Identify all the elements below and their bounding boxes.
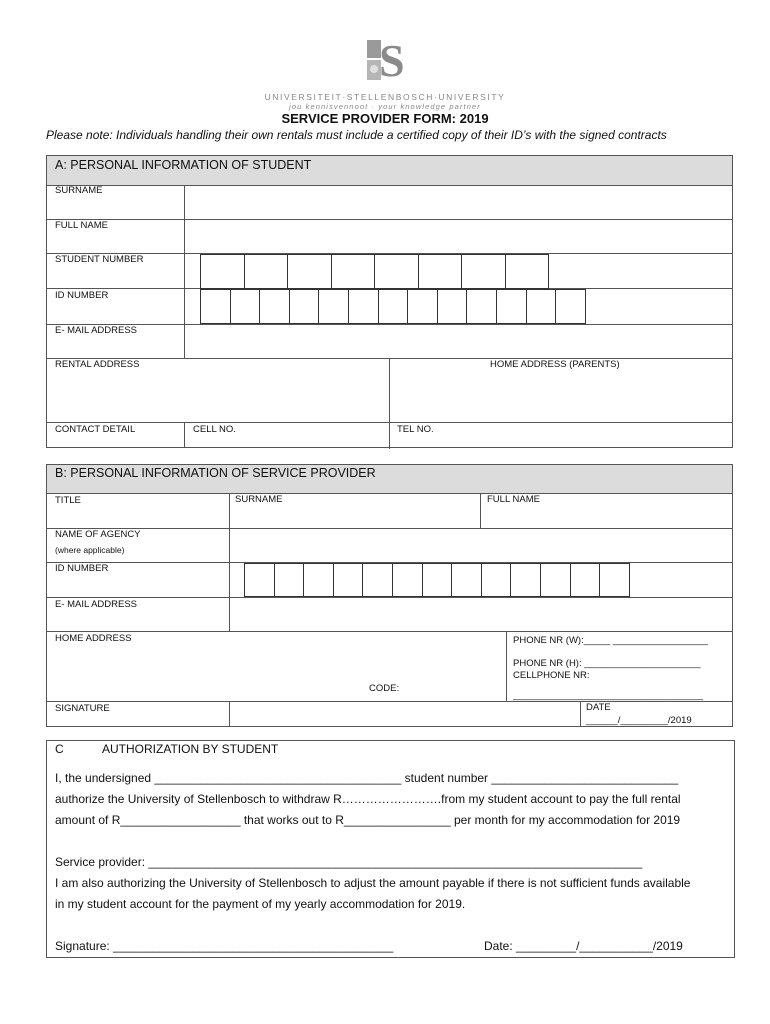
cell-no-field[interactable] <box>257 423 387 447</box>
provider-home-address-label: HOME ADDRESS <box>55 633 132 644</box>
provider-id-digit-box[interactable] <box>422 563 453 597</box>
provider-id-digit-box[interactable] <box>392 563 423 597</box>
provider-email-label: E- MAIL ADDRESS <box>55 599 138 610</box>
provider-full-name-label: FULL NAME <box>487 494 540 505</box>
provider-date-line[interactable]: ______/_________/2019 <box>586 715 692 726</box>
provider-date-label: DATE <box>586 702 611 713</box>
provider-id-digit-box[interactable] <box>599 563 630 597</box>
student-number-digit-box[interactable] <box>505 254 550 289</box>
agency-label: NAME OF AGENCY <box>55 529 141 540</box>
student-full-name-field[interactable] <box>186 220 730 252</box>
section-a-heading: A: PERSONAL INFORMATION OF STUDENT <box>55 158 312 172</box>
student-id-digit-box[interactable] <box>348 289 379 324</box>
student-id-digit-box[interactable] <box>289 289 320 324</box>
provider-id-digit-box[interactable] <box>451 563 482 597</box>
university-logo <box>367 35 405 86</box>
service-provider-line[interactable]: Service provider: __________________________________________________________________________ <box>55 855 643 869</box>
student-id-digit-box[interactable] <box>526 289 557 324</box>
student-email-field[interactable] <box>186 326 730 357</box>
section-a-header <box>47 156 732 186</box>
id-number-label: ID NUMBER <box>55 290 109 301</box>
provider-id-digit-box[interactable] <box>540 563 571 597</box>
full-name-label: FULL NAME <box>55 220 108 231</box>
provider-id-digit-box[interactable] <box>510 563 541 597</box>
logo-letter: S <box>379 35 405 86</box>
student-id-digit-box[interactable] <box>496 289 527 324</box>
section-c <box>46 740 735 958</box>
student-id-digit-box[interactable] <box>555 289 586 324</box>
provider-id-label: ID NUMBER <box>55 563 109 574</box>
student-number-label: STUDENT NUMBER <box>55 254 144 265</box>
provider-signature-label: SIGNATURE <box>55 703 110 714</box>
section-c-heading: AUTHORIZATION BY STUDENT <box>102 742 279 756</box>
student-number-digit-box[interactable] <box>244 254 289 289</box>
column-divider <box>580 701 581 726</box>
section-a <box>46 155 733 448</box>
contact-detail-label: CONTACT DETAIL <box>55 424 136 435</box>
student-number-digit-box[interactable] <box>331 254 376 289</box>
student-id-digit-box[interactable] <box>407 289 438 324</box>
provider-id-digit-box[interactable] <box>570 563 601 597</box>
cell-no-label: CELL NO. <box>193 424 236 435</box>
column-divider <box>229 701 230 726</box>
agency-note: (where applicable) <box>55 545 125 555</box>
title-label: TITLE <box>55 495 81 506</box>
column-divider <box>506 631 507 701</box>
cellphone-label: CELLPHONE NR: <box>513 670 590 681</box>
form-title: SERVICE PROVIDER FORM: 2019 <box>281 111 489 126</box>
email-label: E- MAIL ADDRESS <box>55 325 138 336</box>
phone-w-label[interactable]: PHONE NR (W):_____ __________________ <box>513 635 708 646</box>
column-divider <box>184 422 185 447</box>
provider-title-field[interactable] <box>47 507 228 527</box>
student-number-digit-box[interactable] <box>374 254 419 289</box>
provider-email-field[interactable] <box>231 598 731 630</box>
university-motto: jou kennisvennoot · your knowledge partner <box>289 102 481 111</box>
provider-surname-label: SURNAME <box>235 494 283 505</box>
authorization-line-6: in my student account for the payment of my yearly accommodation for 2019. <box>55 897 466 911</box>
student-id-digit-box[interactable] <box>200 289 231 324</box>
student-surname-field[interactable] <box>186 186 730 218</box>
student-number-digit-box[interactable] <box>200 254 245 289</box>
university-name: UNIVERSITEIT·STELLENBOSCH·UNIVERSITY <box>264 92 506 102</box>
provider-id-digit-box[interactable] <box>244 563 275 597</box>
provider-surname-field[interactable] <box>231 507 479 527</box>
student-id-digit-box[interactable] <box>437 289 468 324</box>
section-b-header <box>47 465 732 494</box>
cellphone-line[interactable]: ____________________________________ <box>513 690 704 701</box>
home-address-parents-label: HOME ADDRESS (PARENTS) <box>490 359 620 370</box>
phone-h-label[interactable]: PHONE NR (H): ______________________ <box>513 658 701 669</box>
student-date-line[interactable]: Date: _________/___________/2019 <box>484 939 683 953</box>
form-note: Please note: Individuals handling their own rentals must include a certified copy of their ID’s with the signed contracts <box>46 128 667 142</box>
student-id-digit-box[interactable] <box>230 289 261 324</box>
row-divider <box>47 631 732 632</box>
row-divider <box>47 324 732 325</box>
rental-address-field[interactable] <box>47 372 388 421</box>
student-number-digit-box[interactable] <box>287 254 332 289</box>
code-label: CODE: <box>369 683 400 694</box>
student-id-digit-box[interactable] <box>378 289 409 324</box>
student-signature-line[interactable]: Signature: __________________________________________ <box>55 939 394 953</box>
provider-id-digit-box[interactable] <box>303 563 334 597</box>
tel-no-field[interactable] <box>447 423 731 447</box>
student-id-digit-box[interactable] <box>466 289 497 324</box>
section-c-letter: C <box>55 742 64 756</box>
column-divider <box>389 358 390 449</box>
authorization-line-2[interactable]: authorize the University of Stellenbosch to withdraw R…………………….from my student account to pay the full rental <box>55 792 681 806</box>
student-number-digit-box[interactable] <box>461 254 506 289</box>
provider-id-digit-box[interactable] <box>333 563 364 597</box>
surname-label: SURNAME <box>55 185 103 196</box>
authorization-line-5: I am also authorizing the University of Stellenbosch to adjust the amount payable if there is not sufficient funds available <box>55 876 691 890</box>
column-divider <box>229 528 230 631</box>
agency-field[interactable] <box>231 529 731 561</box>
student-id-digit-box[interactable] <box>259 289 290 324</box>
student-number-digit-box[interactable] <box>418 254 463 289</box>
column-divider <box>229 493 230 528</box>
authorization-line-3[interactable]: amount of R__________________ that works out to R________________ per month for my accommodation for 2019 <box>55 813 681 827</box>
home-address-parents-field[interactable] <box>391 372 731 421</box>
rental-address-label: RENTAL ADDRESS <box>55 359 140 370</box>
provider-full-name-field[interactable] <box>482 507 731 527</box>
provider-home-address-field[interactable] <box>47 645 505 680</box>
provider-id-digit-box[interactable] <box>274 563 305 597</box>
column-divider <box>480 493 481 528</box>
tel-no-label: TEL NO. <box>397 424 434 435</box>
provider-id-digit-box[interactable] <box>481 563 512 597</box>
provider-id-digit-box[interactable] <box>362 563 393 597</box>
section-b <box>46 464 733 727</box>
student-id-digit-box[interactable] <box>318 289 349 324</box>
column-divider <box>184 185 185 358</box>
provider-signature-field[interactable] <box>231 702 579 726</box>
section-b-heading: B: PERSONAL INFORMATION OF SERVICE PROVIDER <box>55 466 376 480</box>
authorization-line-1[interactable]: I, the undersigned _____________________________________ student number ____________________________ <box>55 771 679 785</box>
